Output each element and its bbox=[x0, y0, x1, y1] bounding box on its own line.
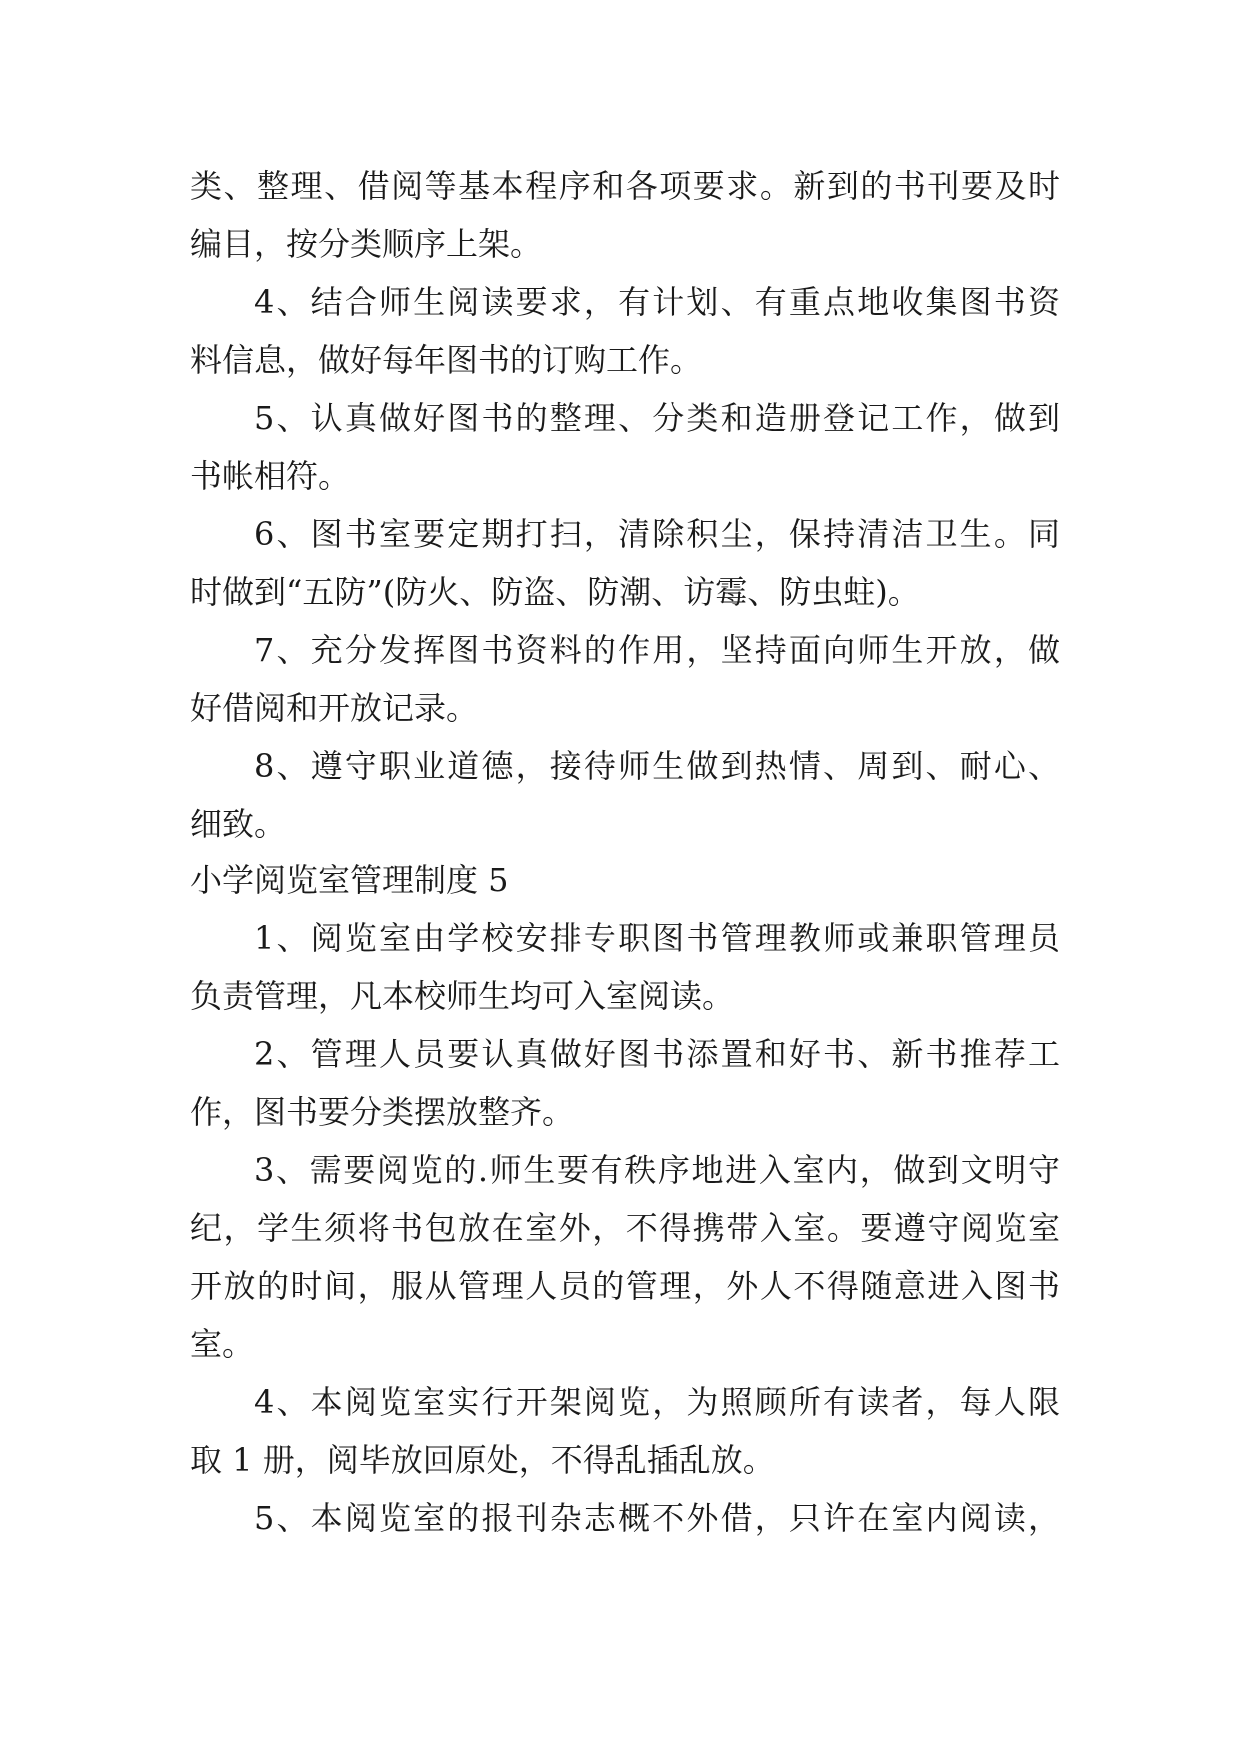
paragraph-item-4: 4、结合师生阅读要求，有计划、有重点地收集图书资 bbox=[254, 283, 1060, 321]
text-line: 好借阅和开放记录。 bbox=[190, 689, 479, 727]
paragraph-item-6: 6、图书室要定期打扫，清除积尘，保持清洁卫生。同 bbox=[254, 515, 1060, 553]
paragraph-item-2: 2、管理人员要认真做好图书添置和好书、新书推荐工 bbox=[254, 1035, 1060, 1073]
text-line: 作，图书要分类摆放整齐。 bbox=[190, 1093, 575, 1131]
paragraph-item-3: 3、需要阅览的.师生要有秩序地进入室内，做到文明守 bbox=[254, 1151, 1060, 1189]
text-line: 细致。 bbox=[190, 805, 287, 843]
text-line: 编目，按分类顺序上架。 bbox=[190, 225, 543, 263]
paragraph-item-1: 1、阅览室由学校安排专职图书管理教师或兼职管理员 bbox=[254, 919, 1060, 957]
section-heading: 小学阅览室管理制度 5 bbox=[190, 861, 509, 899]
paragraph-item-4b: 4、本阅览室实行开架阅览，为照顾所有读者，每人限 bbox=[254, 1383, 1060, 1421]
text-line: 纪，学生须将书包放在室外，不得携带入室。要遵守阅览室 bbox=[190, 1209, 1060, 1247]
text-line: 室。 bbox=[190, 1325, 255, 1363]
paragraph-item-7: 7、充分发挥图书资料的作用，坚持面向师生开放，做 bbox=[254, 631, 1060, 669]
text-line: 负责管理，凡本校师生均可入室阅读。 bbox=[190, 977, 735, 1015]
paragraph-item-8: 8、遵守职业道德，接待师生做到热情、周到、耐心、 bbox=[254, 747, 1060, 785]
text-line: 取 1 册，阅毕放回原处，不得乱插乱放。 bbox=[190, 1441, 775, 1479]
paragraph-item-5: 5、认真做好图书的整理、分类和造册登记工作，做到 bbox=[254, 399, 1060, 437]
paragraph-item-5b: 5、本阅览室的报刊杂志概不外借，只许在室内阅读， bbox=[254, 1499, 1060, 1537]
text-line: 料信息，做好每年图书的订购工作。 bbox=[190, 341, 703, 379]
text-line: 时做到“五防”(防火、防盗、防潮、访霉、防虫蛀)。 bbox=[190, 573, 920, 611]
text-line: 开放的时间，服从管理人员的管理，外人不得随意进入图书 bbox=[190, 1267, 1060, 1305]
text-line: 书帐相符。 bbox=[190, 457, 351, 495]
text-line: 类、整理、借阅等基本程序和各项要求。新到的书刊要及时 bbox=[190, 167, 1060, 205]
